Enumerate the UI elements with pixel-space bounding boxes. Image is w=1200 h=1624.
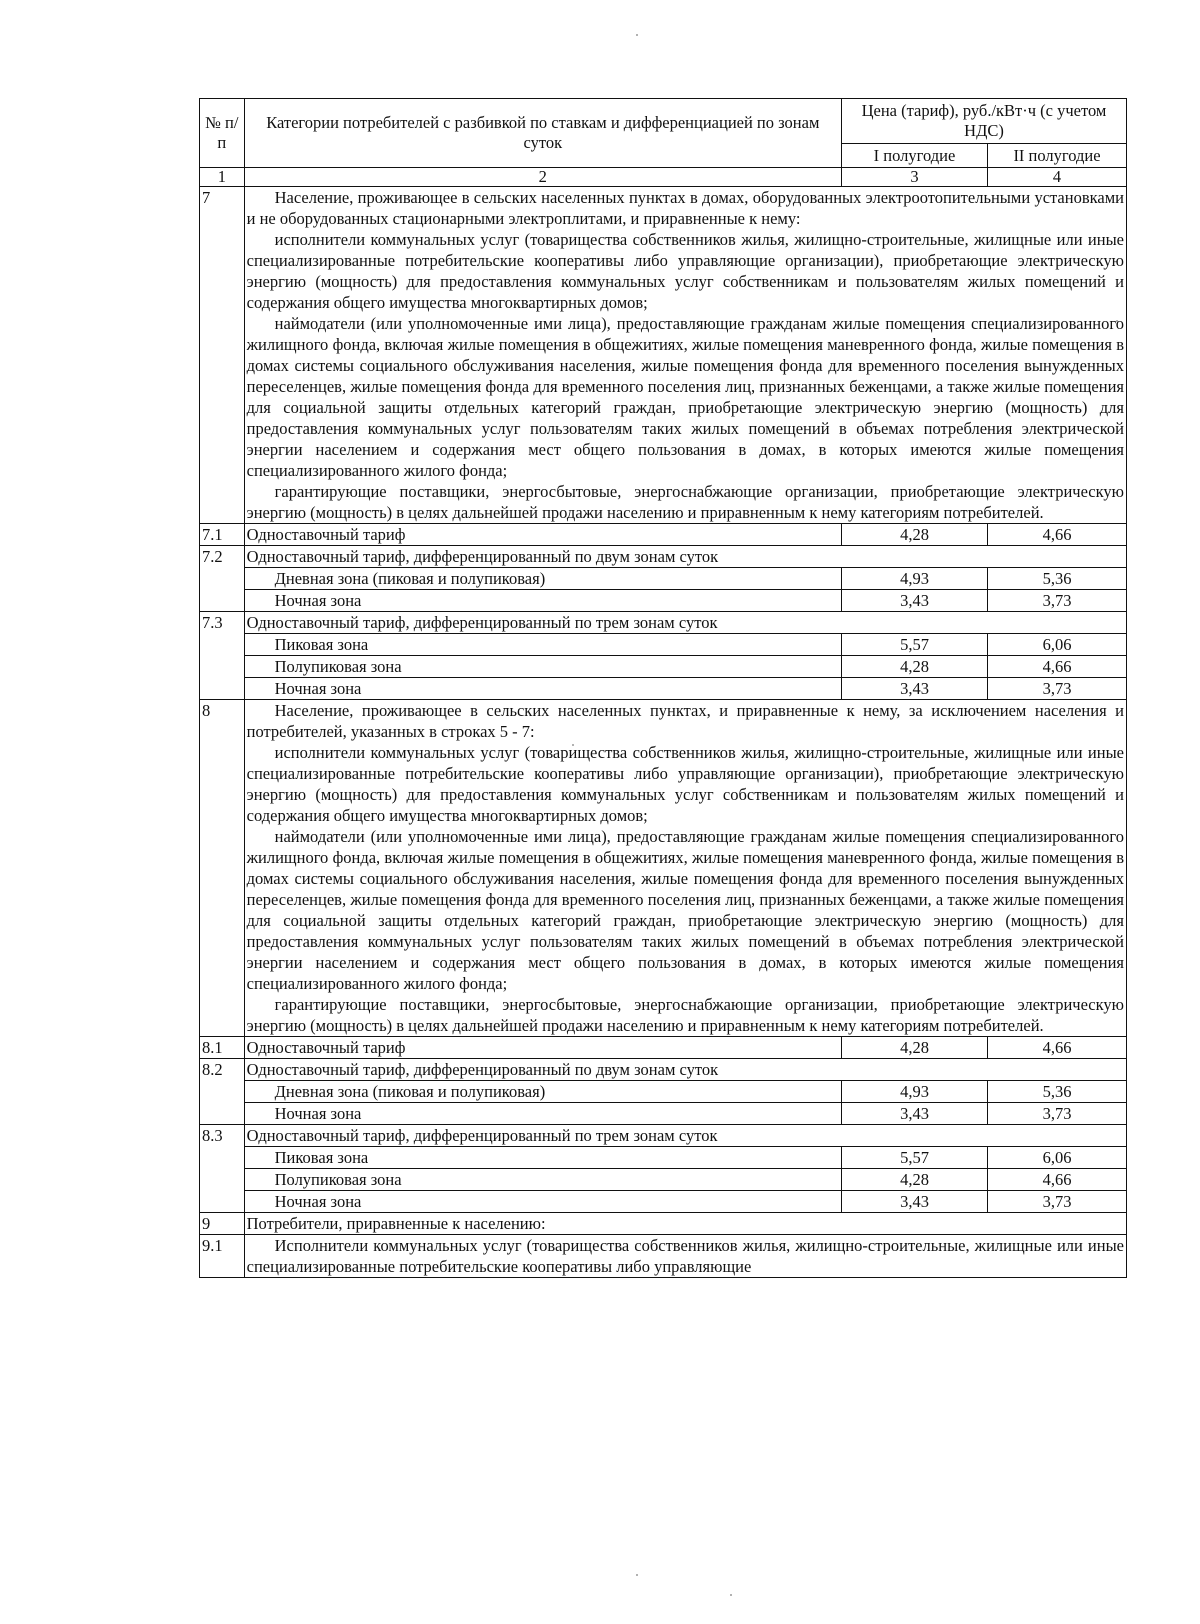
row-label: Полупиковая зона bbox=[244, 656, 841, 678]
row-number-empty bbox=[200, 590, 245, 612]
value-half1: 4,28 bbox=[841, 1037, 987, 1059]
table-row bbox=[200, 1169, 1127, 1191]
row-label: Одноставочный тариф bbox=[244, 1037, 841, 1059]
row-label: Ночная зона bbox=[244, 678, 841, 700]
row-number-empty bbox=[200, 678, 245, 700]
row-label: Одноставочный тариф bbox=[244, 524, 841, 546]
value-half1: 4,93 bbox=[841, 1081, 987, 1103]
table-row bbox=[200, 1125, 1127, 1147]
row-number-empty bbox=[200, 1147, 245, 1169]
table-row bbox=[200, 524, 1127, 546]
colnum: 4 bbox=[988, 168, 1127, 187]
row-number: 7.1 bbox=[200, 524, 245, 546]
value-half2: 3,73 bbox=[988, 1191, 1127, 1213]
row-number: 7 bbox=[200, 187, 245, 524]
value-half2: 4,66 bbox=[988, 1169, 1127, 1191]
row-number: 8.2 bbox=[200, 1059, 245, 1081]
table-row bbox=[200, 656, 1127, 678]
value-half1: 4,93 bbox=[841, 568, 987, 590]
table-row bbox=[200, 546, 1127, 568]
row-number: 7.3 bbox=[200, 612, 245, 634]
column-number-row bbox=[200, 168, 1127, 187]
row-label: Ночная зона bbox=[244, 590, 841, 612]
value-half1: 3,43 bbox=[841, 678, 987, 700]
table-row bbox=[200, 590, 1127, 612]
value-half1: 3,43 bbox=[841, 1191, 987, 1213]
value-half2: 3,73 bbox=[988, 678, 1127, 700]
row-number-empty bbox=[200, 1081, 245, 1103]
row-number-empty bbox=[200, 656, 245, 678]
row-label: Дневная зона (пиковая и полупиковая) bbox=[244, 568, 841, 590]
value-half1: 4,28 bbox=[841, 524, 987, 546]
value-half1: 4,28 bbox=[841, 1169, 987, 1191]
row-number: 9.1 bbox=[200, 1235, 245, 1278]
table-row bbox=[200, 1059, 1127, 1081]
section-7-row bbox=[200, 187, 1127, 524]
row-number: 8.3 bbox=[200, 1125, 245, 1147]
header-category: Категории потребителей с разбивкой по ставкам и дифференциацией по зонам суток bbox=[244, 99, 841, 168]
row-number: 8.1 bbox=[200, 1037, 245, 1059]
table-row bbox=[200, 678, 1127, 700]
row-number-empty bbox=[200, 568, 245, 590]
tariff-table bbox=[199, 98, 1127, 1278]
row-label: Пиковая зона bbox=[244, 1147, 841, 1169]
scan-speck bbox=[636, 34, 638, 36]
value-half2: 4,66 bbox=[988, 656, 1127, 678]
row-label: Дневная зона (пиковая и полупиковая) bbox=[244, 1081, 841, 1103]
row-label: Одноставочный тариф, дифференцированный по двум зонам суток bbox=[244, 1059, 1126, 1081]
value-half1: 3,43 bbox=[841, 1103, 987, 1125]
table-row bbox=[200, 568, 1127, 590]
table-header-row bbox=[200, 99, 1127, 144]
row-label: Полупиковая зона bbox=[244, 1169, 841, 1191]
colnum: 2 bbox=[244, 168, 841, 187]
row-number-empty bbox=[200, 1103, 245, 1125]
value-half2: 5,36 bbox=[988, 1081, 1127, 1103]
section-9-1-text bbox=[244, 1235, 1126, 1278]
row-number-empty bbox=[200, 634, 245, 656]
table-row bbox=[200, 634, 1127, 656]
section-8-text bbox=[244, 700, 1126, 1037]
value-half2: 3,73 bbox=[988, 590, 1127, 612]
paragraph: наймодатели (или уполномоченные ими лица), предоставляющие гражданам жилые помещения специализированного жилищного фонда, включая жилые помещения в общежитиях, жилые помещения маневренного фонда, жилые помещения в домах системы социального обслуживания населения, жилые помещения фонда для временного поселения вынужденных переселенцев, жилые помещения фонда для временного поселения лиц, признанных беженцами, а также жилые помещения для социальной защиты отдельных категорий граждан, приобретающие электрическую энергию (мощность) для предоставления коммунальных услуг пользователям таких жилых помещений в объемах потребления электрической энергии населением и содержания мест общего пользования в домах, в которых имеются жилые помещения специализированного жилого фонда; bbox=[246, 314, 1124, 480]
value-half1: 5,57 bbox=[841, 634, 987, 656]
row-label: Ночная зона bbox=[244, 1191, 841, 1213]
value-half2: 4,66 bbox=[988, 1037, 1127, 1059]
value-half2: 6,06 bbox=[988, 1147, 1127, 1169]
paragraph: исполнители коммунальных услуг (товарищества собственников жилья, жилищно-строительные, жилищные или иные специализированные потребительские кооперативы либо управляющие организации), приобретающие электрическую энергию (мощность) для предоставления коммунальных услуг собственникам и пользователям жилых помещений и содержания общего имущества многоквартирных домов; bbox=[246, 743, 1124, 825]
header-half2: II полугодие bbox=[988, 144, 1127, 168]
table-row bbox=[200, 1191, 1127, 1213]
header-price: Цена (тариф), руб./кВт·ч (с учетом НДС) bbox=[841, 99, 1126, 144]
paragraph: Население, проживающее в сельских населенных пунктах в домах, оборудованных электроотопительными установками и не оборудованных стационарными электроплитами, и приравненные к нему: bbox=[246, 188, 1124, 228]
table-row bbox=[200, 1235, 1127, 1278]
value-half2: 4,66 bbox=[988, 524, 1127, 546]
table-row bbox=[200, 1213, 1127, 1235]
value-half2: 6,06 bbox=[988, 634, 1127, 656]
paragraph: гарантирующие поставщики, энергосбытовые, энергоснабжающие организации, приобретающие электрическую энергию (мощность) в целях дальнейшей продажи населению и приравненным к нему категориям потребителей. bbox=[246, 995, 1124, 1035]
value-half1: 5,57 bbox=[841, 1147, 987, 1169]
row-label: Одноставочный тариф, дифференцированный по трем зонам суток bbox=[244, 1125, 1126, 1147]
header-num: № п/п bbox=[200, 99, 245, 168]
paragraph: Население, проживающее в сельских населенных пунктах, и приравненные к нему, за исключением населения и потребителей, указанных в строках 5 - 7: bbox=[246, 701, 1124, 741]
row-number-empty bbox=[200, 1191, 245, 1213]
table-row bbox=[200, 612, 1127, 634]
row-label: Ночная зона bbox=[244, 1103, 841, 1125]
scan-speck bbox=[730, 1594, 732, 1596]
table-row bbox=[200, 1037, 1127, 1059]
scan-speck bbox=[636, 1574, 638, 1576]
value-half2: 5,36 bbox=[988, 568, 1127, 590]
row-number: 9 bbox=[200, 1213, 245, 1235]
paragraph: Исполнители коммунальных услуг (товарищества собственников жилья, жилищно-строительные, жилищные или иные специализированные потребительские кооперативы либо управляющие bbox=[246, 1236, 1124, 1276]
paragraph: исполнители коммунальных услуг (товарищества собственников жилья, жилищно-строительные, жилищные или иные специализированные потребительские кооперативы либо управляющие организации), приобретающие электрическую энергию (мощность) для предоставления коммунальных услуг собственникам и пользователям жилых помещений и содержания общего имущества многоквартирных домов; bbox=[246, 230, 1124, 312]
header-half1: I полугодие bbox=[841, 144, 987, 168]
value-half1: 4,28 bbox=[841, 656, 987, 678]
row-number-empty bbox=[200, 1169, 245, 1191]
row-label: Одноставочный тариф, дифференцированный по трем зонам суток bbox=[244, 612, 1126, 634]
colnum: 1 bbox=[200, 168, 245, 187]
row-number: 8 bbox=[200, 700, 245, 1037]
paragraph: наймодатели (или уполномоченные ими лица), предоставляющие гражданам жилые помещения специализированного жилищного фонда, включая жилые помещения в общежитиях, жилые помещения маневренного фонда, жилые помещения в домах системы социального обслуживания населения, жилые помещения фонда для временного поселения вынужденных переселенцев, жилые помещения фонда для временного поселения лиц, признанных беженцами, а также жилые помещения для социальной защиты отдельных категорий граждан, приобретающие электрическую энергию (мощность) для предоставления коммунальных услуг пользователям таких жилых помещений в объемах потребления электрической энергии населением и содержания мест общего пользования в домах, в которых имеются жилые помещения специализированного жилого фонда; bbox=[246, 827, 1124, 993]
row-number: 7.2 bbox=[200, 546, 245, 568]
section-7-text bbox=[244, 187, 1126, 524]
table-row bbox=[200, 1081, 1127, 1103]
row-label: Одноставочный тариф, дифференцированный по двум зонам суток bbox=[244, 546, 1126, 568]
row-label: Потребители, приравненные к населению: bbox=[244, 1213, 1126, 1235]
table-row bbox=[200, 1103, 1127, 1125]
row-label: Пиковая зона bbox=[244, 634, 841, 656]
value-half1: 3,43 bbox=[841, 590, 987, 612]
paragraph: гарантирующие поставщики, энергосбытовые, энергоснабжающие организации, приобретающие электрическую энергию (мощность) в целях дальнейшей продажи населению и приравненным к нему категориям потребителей. bbox=[246, 482, 1124, 522]
section-8-row bbox=[200, 700, 1127, 1037]
value-half2: 3,73 bbox=[988, 1103, 1127, 1125]
colnum: 3 bbox=[841, 168, 987, 187]
table-row bbox=[200, 1147, 1127, 1169]
